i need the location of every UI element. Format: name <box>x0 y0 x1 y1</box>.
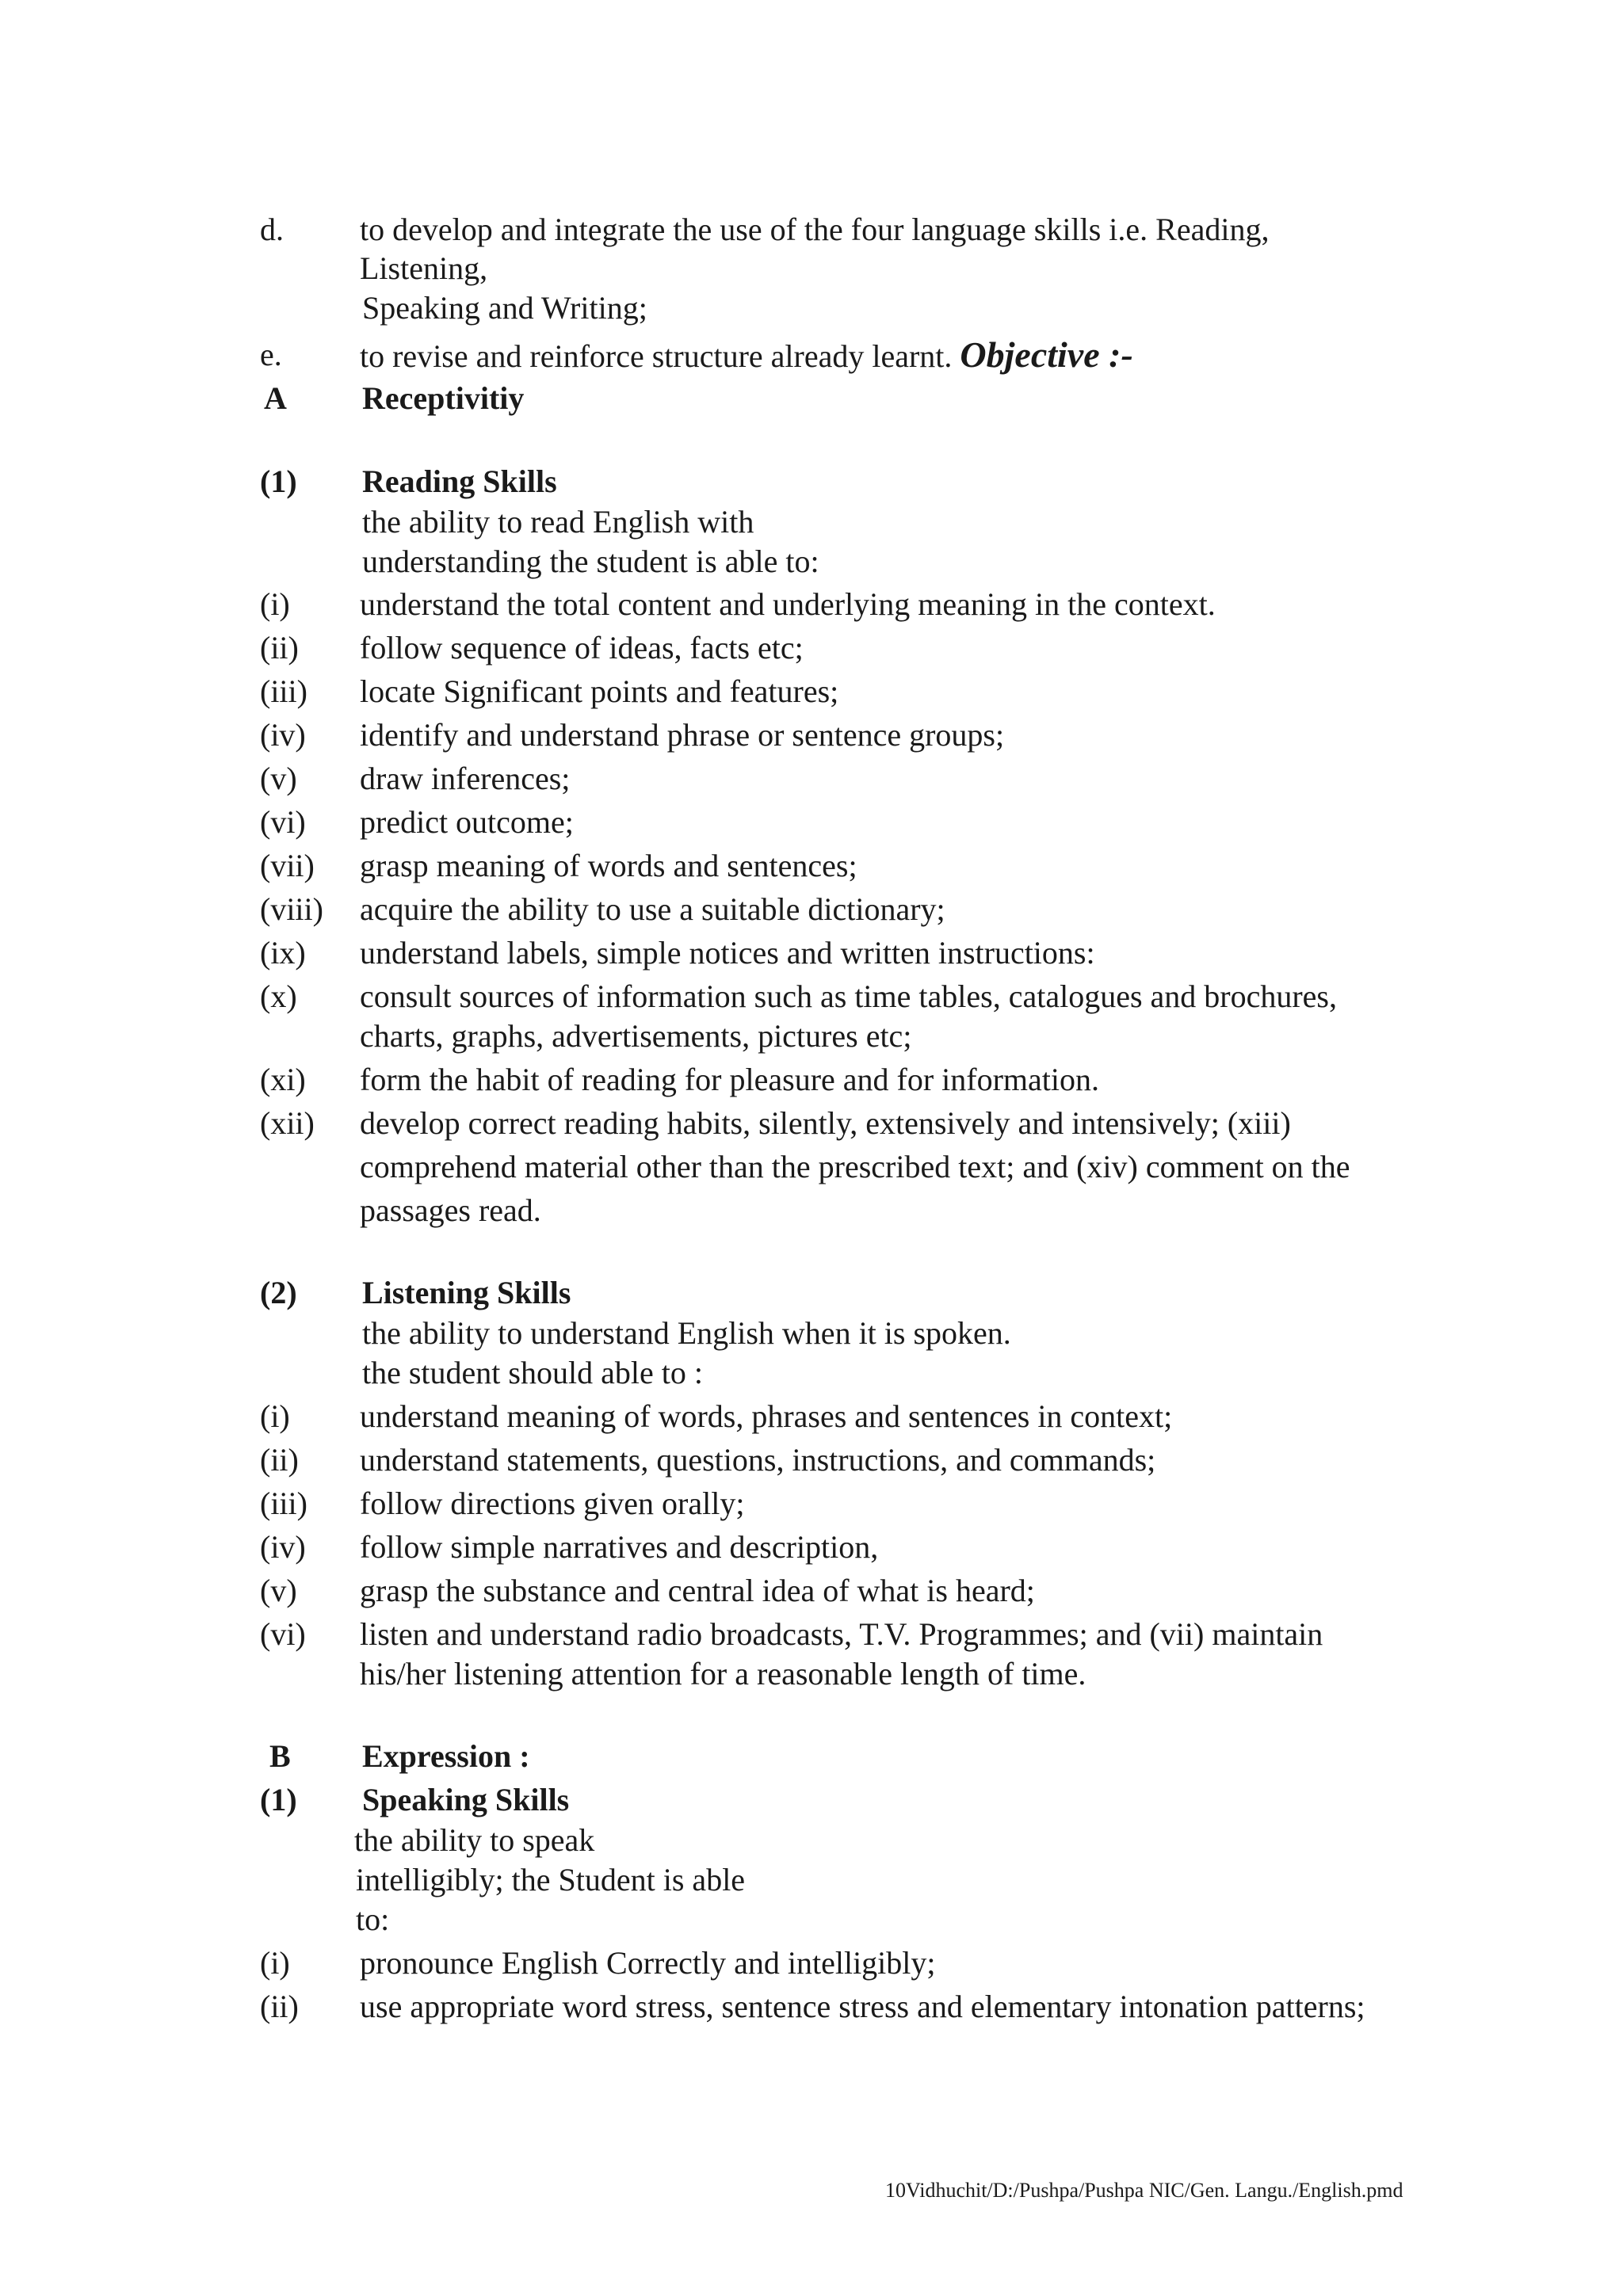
item-text: to develop and integrate the use of the four language skills i.e. Reading, <box>360 212 1270 247</box>
item-text: acquire the ability to use a suitable dictionary; <box>360 891 945 927</box>
item-label: (ii) <box>260 1442 299 1478</box>
item-label: (i) <box>260 1398 290 1434</box>
item-text: listen and understand radio broadcasts, T.V. Programmes; and (vii) maintain <box>360 1616 1323 1652</box>
section-label: (1) <box>260 1782 297 1817</box>
item-text: follow sequence of ideas, facts etc; <box>360 630 804 666</box>
section-title: Expression : <box>362 1738 530 1774</box>
item-label: e. <box>260 337 282 372</box>
objective-heading: Objective :- <box>960 334 1133 375</box>
intro-text: the ability to understand English when it is spoken. <box>362 1315 1011 1351</box>
section-label: (1) <box>260 463 297 499</box>
item-text: draw inferences; <box>360 761 571 796</box>
item-text: identify and understand phrase or sentence groups; <box>360 717 1005 753</box>
item-label: (vii) <box>260 848 315 883</box>
item-label: (vi) <box>260 1616 306 1652</box>
item-label: (xi) <box>260 1062 306 1097</box>
item-text: form the habit of reading for pleasure and for information. <box>360 1062 1100 1097</box>
item-label: (iii) <box>260 673 307 709</box>
intro-text: understanding the student is able to: <box>362 543 819 579</box>
item-text: locate Significant points and features; <box>360 673 839 709</box>
section-title: Receptivitiy <box>362 380 525 416</box>
item-text: predict outcome; <box>360 804 574 840</box>
item-text: pronounce English Correctly and intelligibly; <box>360 1945 936 1981</box>
item-text: understand statements, questions, instructions, and commands; <box>360 1442 1156 1478</box>
item-label: (v) <box>260 1573 297 1608</box>
item-label: (iv) <box>260 717 306 753</box>
section-label: (2) <box>260 1275 297 1310</box>
item-label: (i) <box>260 586 290 622</box>
item-text: charts, graphs, advertisements, pictures etc; <box>360 1018 912 1054</box>
section-title: Reading Skills <box>362 463 557 499</box>
intro-text: to: <box>356 1901 390 1937</box>
item-label: (ix) <box>260 935 306 971</box>
item-label: (iv) <box>260 1529 306 1565</box>
item-text: understand meaning of words, phrases and sentences in context; <box>360 1398 1173 1434</box>
intro-text: the student should able to : <box>362 1355 703 1390</box>
item-label: (ii) <box>260 1989 299 2024</box>
item-label: (v) <box>260 761 297 796</box>
item-text: grasp meaning of words and sentences; <box>360 848 857 883</box>
item-text: comprehend material other than the prescribed text; and (xiv) comment on the <box>360 1149 1350 1184</box>
item-text: follow simple narratives and description, <box>360 1529 879 1565</box>
item-text: consult sources of information such as time tables, catalogues and brochures, <box>360 978 1337 1014</box>
section-title: Listening Skills <box>362 1275 571 1310</box>
item-text: grasp the substance and central idea of what is heard; <box>360 1573 1035 1608</box>
item-label: (vi) <box>260 804 306 840</box>
intro-text: the ability to read English with <box>362 504 754 540</box>
item-text: understand the total content and underlying meaning in the context. <box>360 586 1216 622</box>
section-title: Speaking Skills <box>362 1782 570 1817</box>
item-text: use appropriate word stress, sentence stress and elementary intonation patterns; <box>360 1989 1365 2024</box>
item-label: (iii) <box>260 1486 307 1521</box>
item-text: Listening, <box>360 250 488 286</box>
item-text: Speaking and Writing; <box>362 290 647 326</box>
section-label: A <box>264 380 287 416</box>
item-text: follow directions given orally; <box>360 1486 745 1521</box>
item-text: passages read. <box>360 1192 541 1228</box>
item-label: (x) <box>260 978 297 1014</box>
item-text: develop correct reading habits, silently, extensively and intensively; (xiii) <box>360 1105 1291 1141</box>
intro-text: the ability to speak <box>354 1822 595 1858</box>
item-label: (viii) <box>260 891 323 927</box>
item-text: to revise and reinforce structure already learnt. <box>360 338 953 374</box>
item-text: his/her listening attention for a reasonable length of time. <box>360 1656 1086 1691</box>
intro-text: intelligibly; the Student is able <box>356 1862 746 1897</box>
footer-file-path: 10Vidhuchit/D:/Pushpa/Pushpa NIC/Gen. Langu./English.pmd <box>885 2179 1403 2202</box>
item-label: (i) <box>260 1945 290 1981</box>
item-text: understand labels, simple notices and written instructions: <box>360 935 1095 971</box>
section-label: B <box>269 1738 291 1774</box>
item-label: d. <box>260 212 284 247</box>
item-label: (xii) <box>260 1105 315 1141</box>
item-label: (ii) <box>260 630 299 666</box>
